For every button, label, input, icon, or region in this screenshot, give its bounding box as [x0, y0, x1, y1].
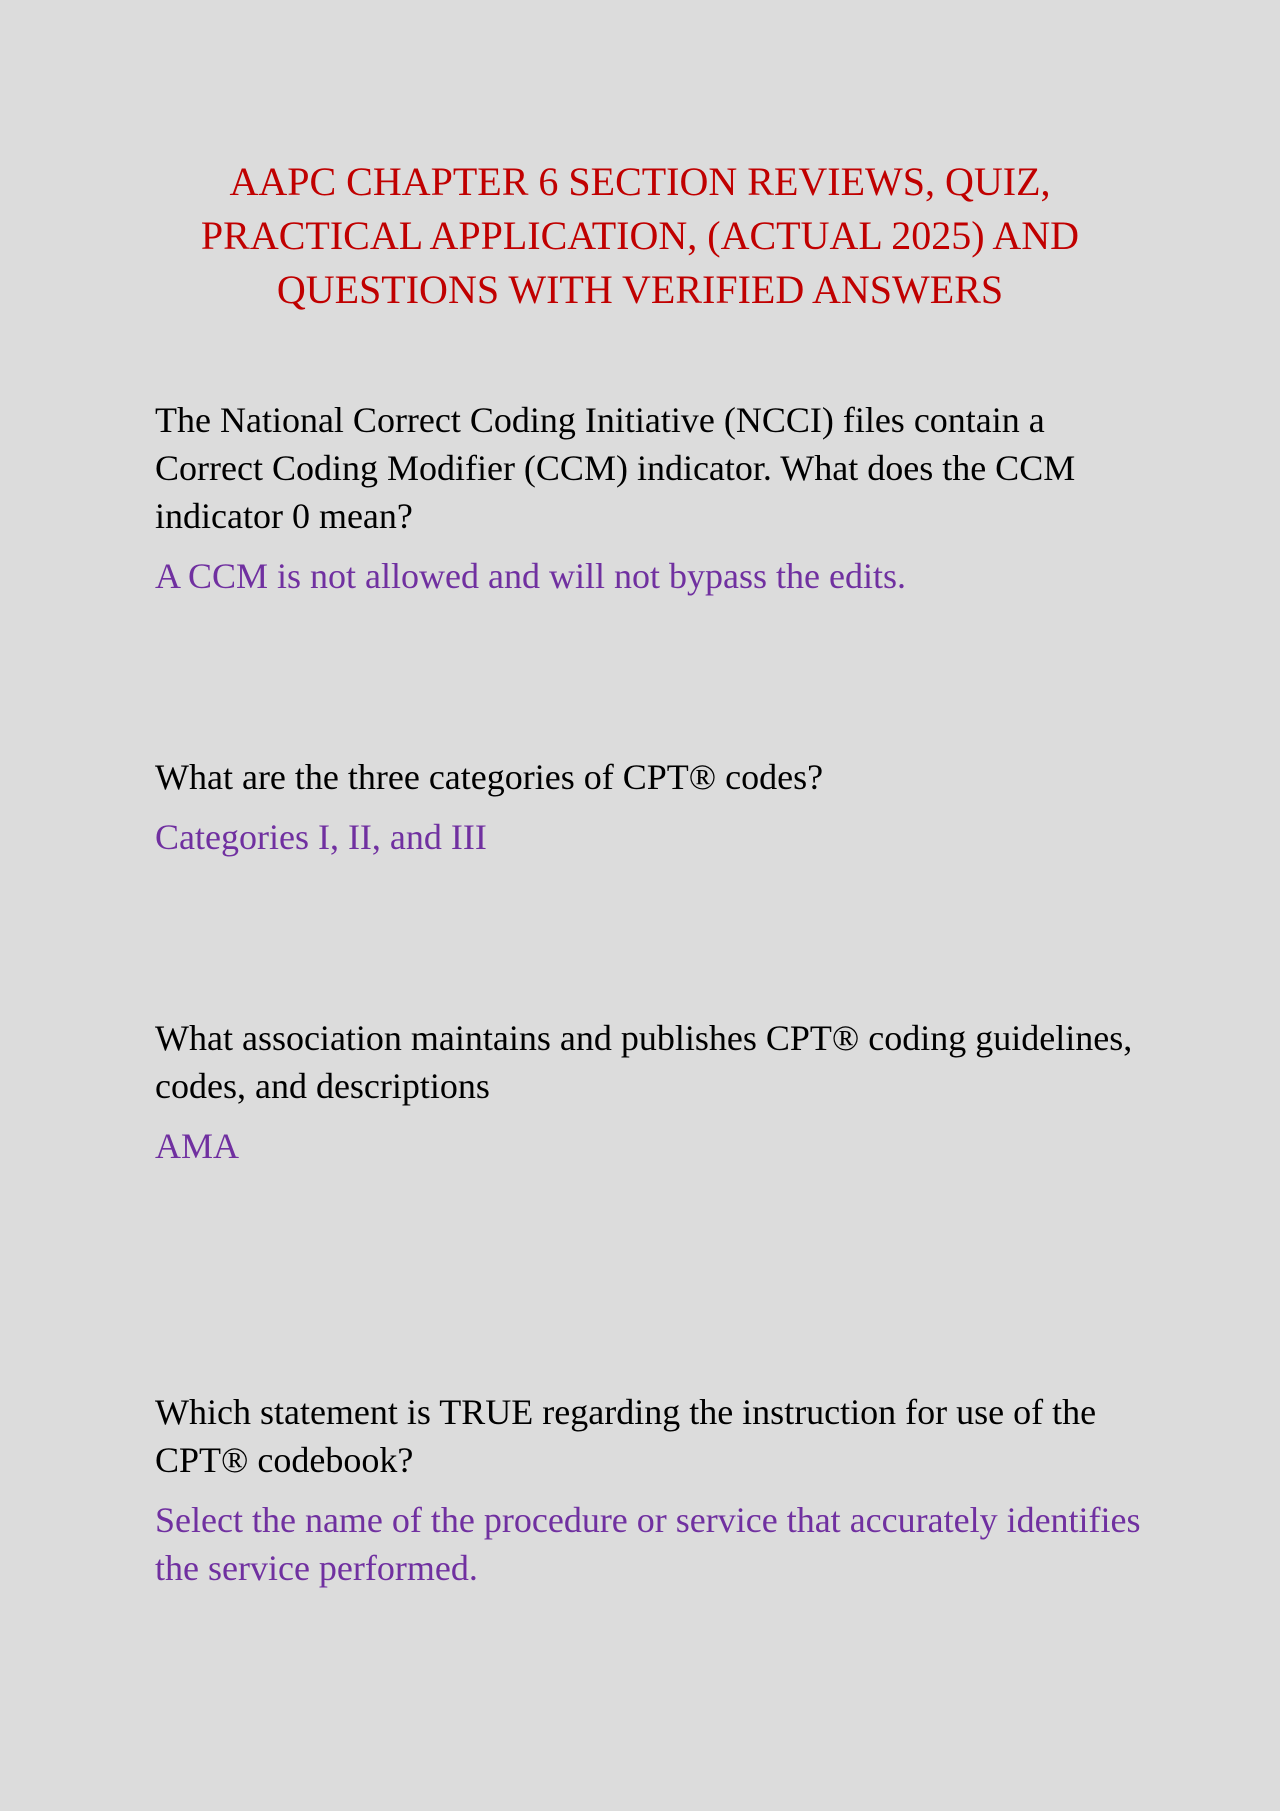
question-text: The National Correct Coding Initiative (NCCI) files contain a Correct Coding Modifier (CCM) indicator. What does the CCM indicator 0 mean?	[155, 400, 1076, 536]
document-title: AAPC CHAPTER 6 SECTION REVIEWS, QUIZ, PRACTICAL APPLICATION, (ACTUAL 2025) AND QUESTIONS WITH VERIFIED ANSWERS	[200, 159, 1080, 312]
qa-item	[155, 396, 1145, 600]
answer-text: AMA	[155, 1126, 240, 1166]
qa-item	[155, 1014, 1145, 1170]
question-text: Which statement is TRUE regarding the instruction for use of the CPT® codebook?	[155, 1392, 1097, 1480]
question-text: What are the three categories of CPT® codes?	[155, 757, 824, 797]
answer-text: Categories I, II, and III	[155, 817, 487, 857]
question-text: What association maintains and publishes CPT® coding guidelines, codes, and descriptions	[155, 1018, 1133, 1106]
answer-text: A CCM is not allowed and will not bypass the edits.	[155, 556, 906, 596]
qa-item	[155, 753, 1145, 861]
answer-text: Select the name of the procedure or service that accurately identifies the service performed.	[155, 1500, 1141, 1588]
qa-item	[155, 1388, 1145, 1592]
